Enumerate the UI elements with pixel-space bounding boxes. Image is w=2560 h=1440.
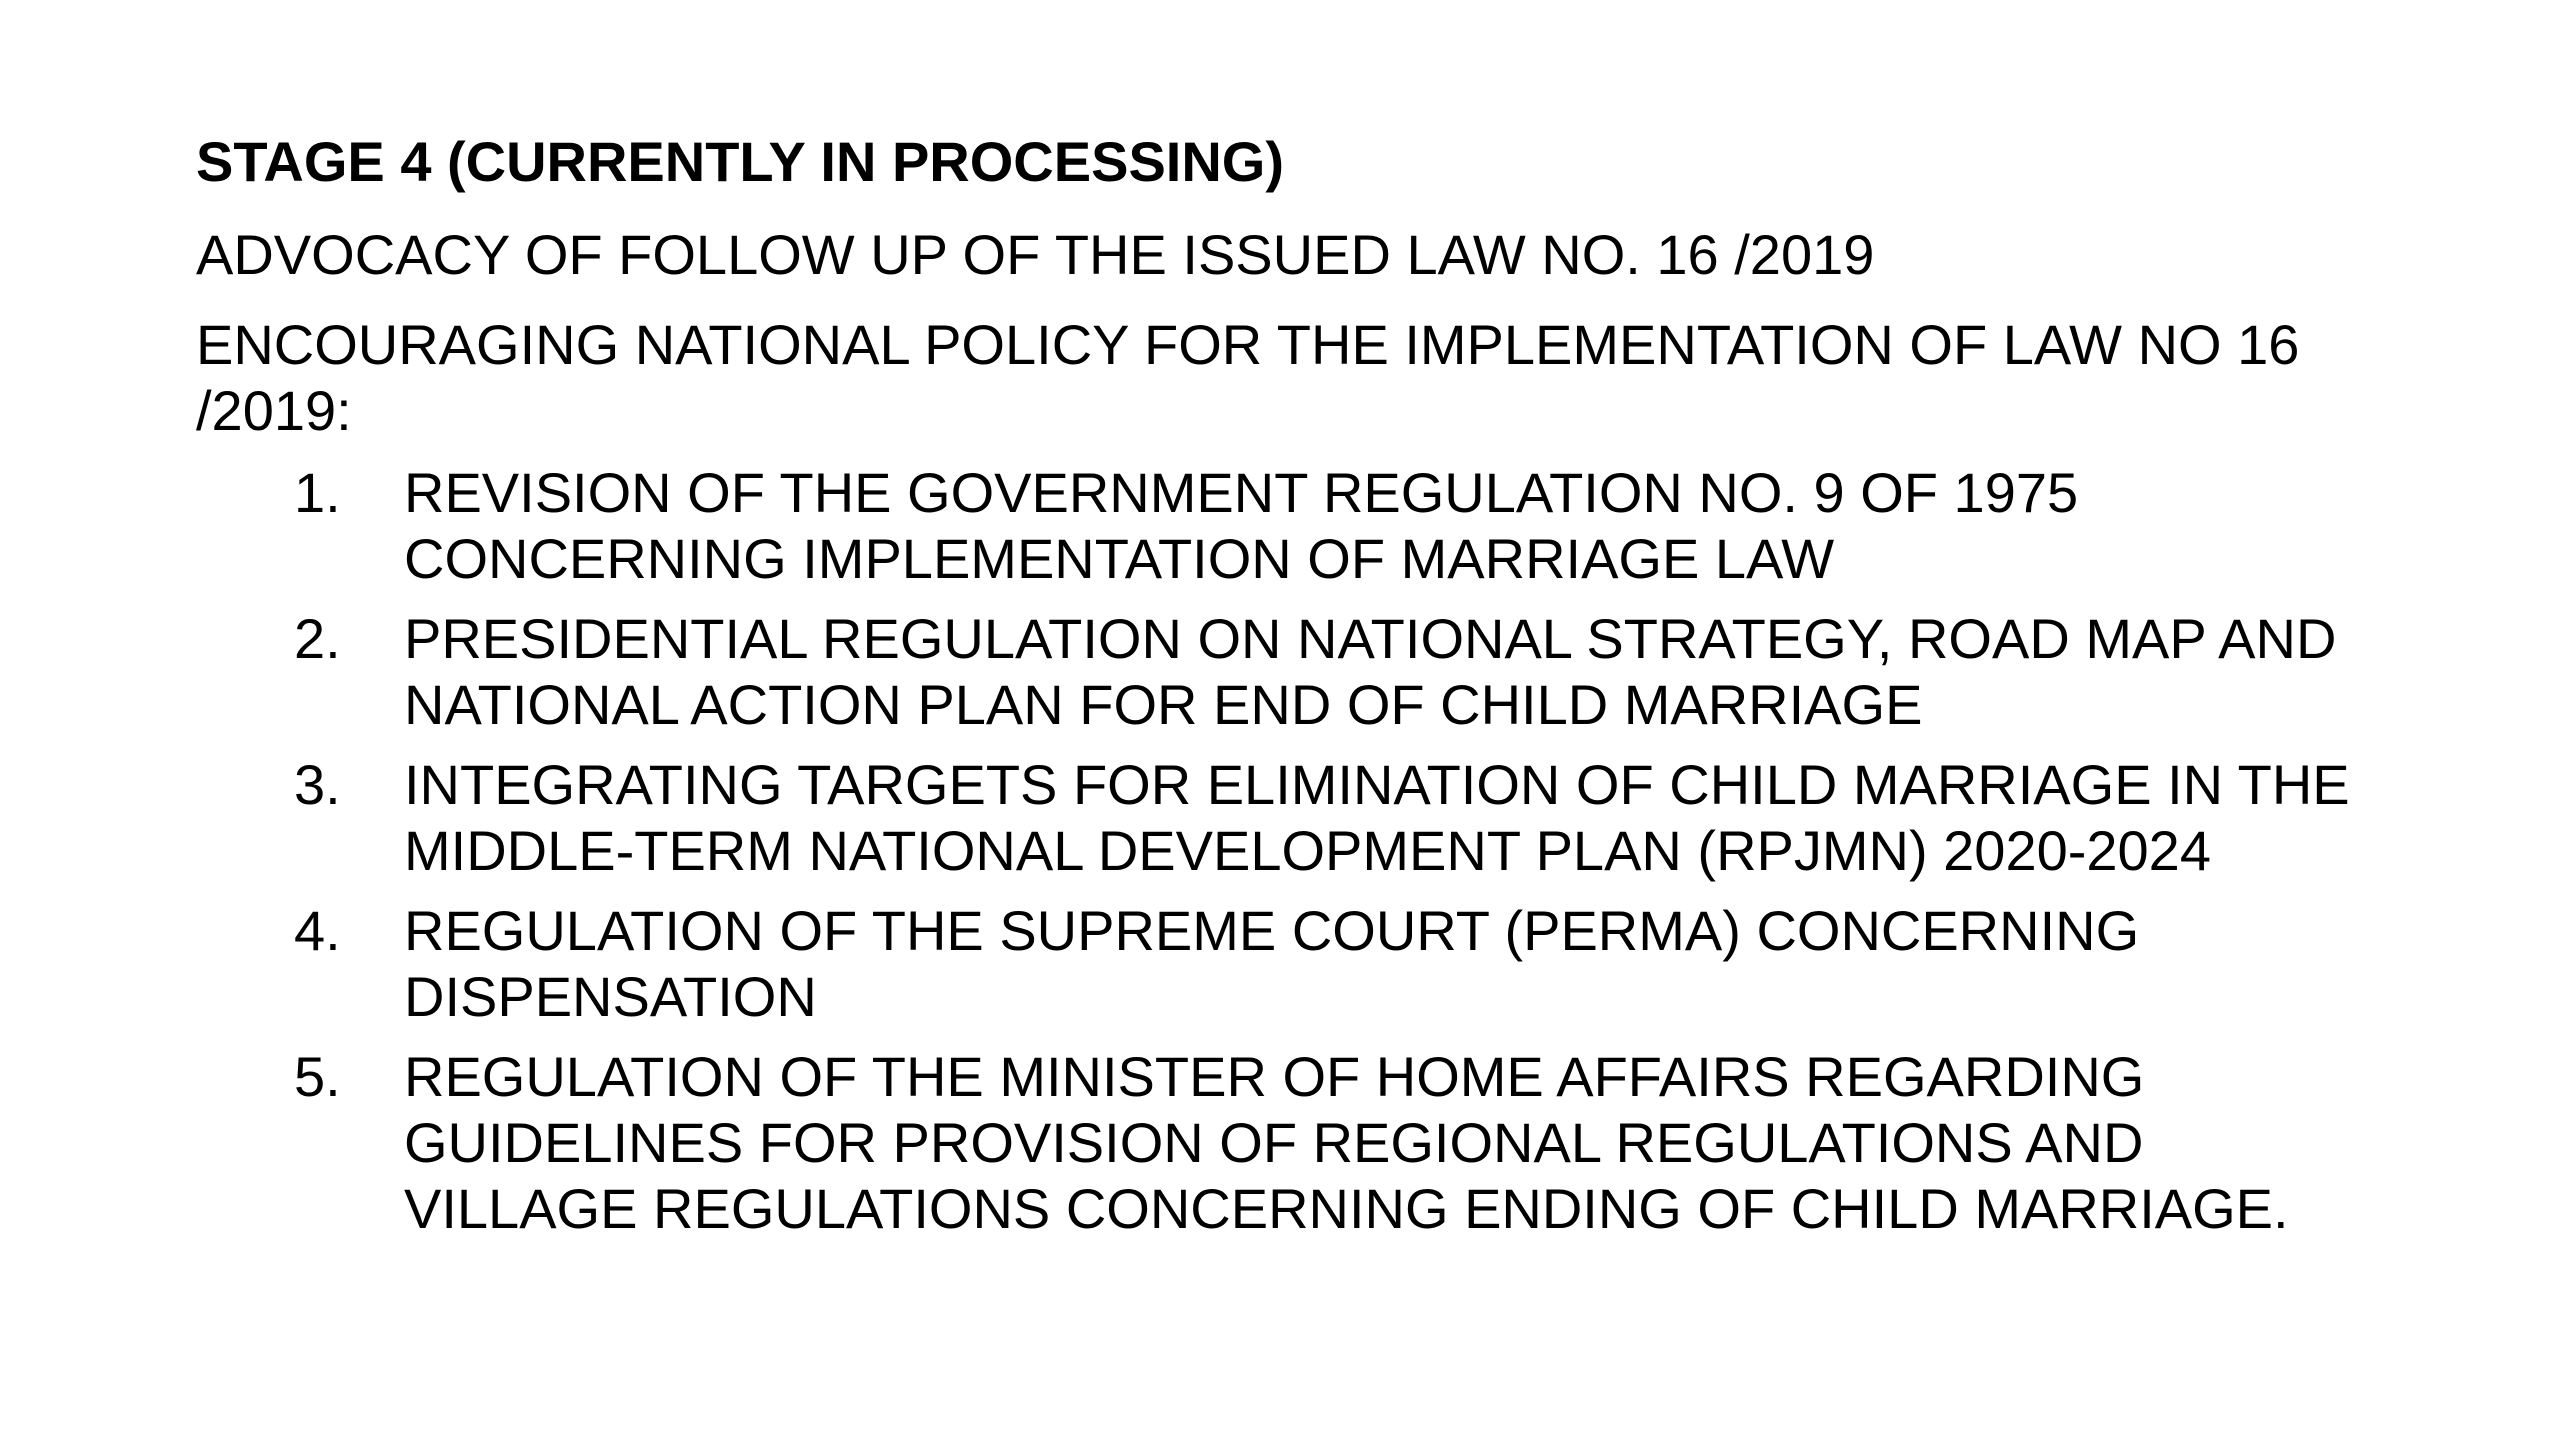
list-item-text: REGULATION OF THE MINISTER OF HOME AFFAIRS REGARDING GUIDELINES FOR PROVISION OF REGIONAL REGULATIONS AND VILLAGE REGULATIONS CONCERNING ENDING OF CHILD MARRIAGE. — [404, 1045, 2289, 1240]
list-item — [196, 1044, 2374, 1242]
list-item — [196, 606, 2374, 738]
slide-heading: STAGE 4 (CURRENTLY IN PROCESSING) — [196, 130, 1285, 193]
list-item-text: REVISION OF THE GOVERNMENT REGULATION NO. 9 OF 1975 CONCERNING IMPLEMENTATION OF MARRIAGE LAW — [404, 461, 2079, 590]
list-item — [196, 752, 2374, 884]
advocacy-line: ADVOCACY OF FOLLOW UP OF THE ISSUED LAW NO. 16 /2019 — [196, 223, 1875, 286]
list-item-number: 3. — [294, 753, 341, 816]
policy-intro-line: ENCOURAGING NATIONAL POLICY FOR THE IMPLEMENTATION OF LAW NO 16 /2019: — [196, 313, 2300, 442]
policy-list — [196, 460, 2376, 1242]
slide-content — [196, 128, 2376, 1256]
list-item-number: 1. — [294, 461, 341, 524]
list-item — [196, 898, 2374, 1030]
list-item-text: REGULATION OF THE SUPREME COURT (PERMA) CONCERNING DISPENSATION — [404, 899, 2140, 1028]
list-item-number: 4. — [294, 899, 341, 962]
list-item-text: INTEGRATING TARGETS FOR ELIMINATION OF CHILD MARRIAGE IN THE MIDDLE-TERM NATIONAL DEVELOPMENT PLAN (RPJMN) 2020-2024 — [404, 753, 2350, 882]
list-item-text: PRESIDENTIAL REGULATION ON NATIONAL STRATEGY, ROAD MAP AND NATIONAL ACTION PLAN FOR END OF CHILD MARRIAGE — [404, 607, 2337, 736]
list-item-number: 5. — [294, 1045, 341, 1108]
list-item — [196, 460, 2374, 592]
list-item-number: 2. — [294, 607, 341, 670]
